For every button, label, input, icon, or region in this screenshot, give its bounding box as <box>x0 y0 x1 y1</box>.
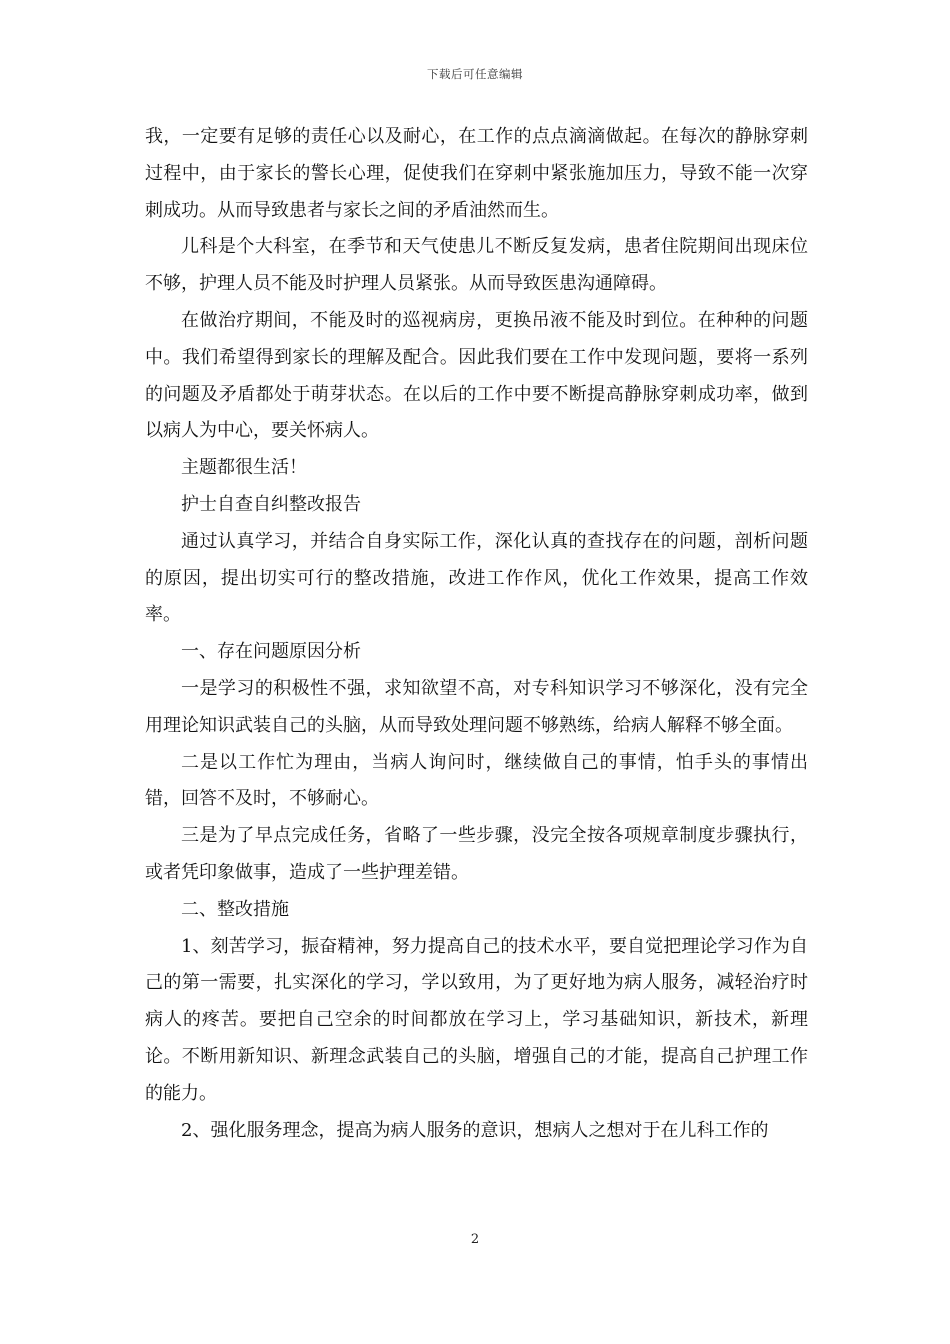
paragraph-problem-3: 三是为了早点完成任务，省略了一些步骤，没完全按各项规章制度步骤执行，或者凭印象做事，造成了一些护理差错。 <box>145 825 808 883</box>
paragraph-problem-1: 一是学习的积极性不强，求知欲望不高，对专科知识学习不够深化，没有完全用理论知识武装自己的头脑，从而导致处理问题不够熟练，给病人解释不够全面。 <box>145 677 808 736</box>
page-header: 下载后可任意编辑 <box>427 67 523 81</box>
paragraph-measure-1: 1、刻苦学习，振奋精神，努力提高自己的技术水平，要自觉把理论学习作为自己的第一需要，扎实深化的学习，学以致用，为了更好地为病人服务，减轻治疗时病人的疼苦。要把自己空余的时间都放在学习上，学习基础知识，新技术，新理论。不断用新知识、新理念武装自己的头脑，增强自己的才能，提高自己护理工作的能力。 <box>145 935 808 1104</box>
paragraph-intro: 通过认真学习，并结合自身实际工作，深化认真的查找存在的问题，剖析问题的原因，提出切实可行的整改措施，改进工作作风，优化工作效果，提高工作效率。 <box>145 530 808 626</box>
paragraph-4: 主题都很生活！ <box>181 457 307 479</box>
page-number: 2 <box>470 1232 480 1247</box>
report-title: 护士自查自纠整改报告 <box>181 493 361 515</box>
paragraph-3: 在做治疗期间，不能及时的巡视病房，更换吊液不能及时到位。在种种的问题中。我们希望得到家长的理解及配合。因此我们要在工作中发现问题，要将一系列的问题及矛盾都处于萌芽状态。在以后的工作中要不断提高静脉穿刺成功率，做到以病人为中心，要关怀病人。 <box>145 309 808 442</box>
paragraph-1: 我，一定要有足够的责任心以及耐心，在工作的点点滴滴做起。在每次的静脉穿刺过程中，由于家长的警长心理，促使我们在穿刺中紧张施加压力，导致不能一次穿刺成功。从而导致患者与家长之间的矛盾油然而生。 <box>145 126 808 221</box>
document-body <box>145 119 808 1149</box>
section-heading-1: 一、存在问题原因分析 <box>181 641 361 663</box>
paragraph-2: 儿科是个大科室，在季节和天气使患儿不断反复发病，患者住院期间出现床位不够，护理人员不能及时护理人员紧张。从而导致医患沟通障碍。 <box>145 236 808 295</box>
section-heading-2: 二、整改措施 <box>181 898 289 920</box>
paragraph-problem-2: 二是以工作忙为理由，当病人询问时，继续做自己的事情，怕手头的事情出错，回答不及时，不够耐心。 <box>145 751 808 810</box>
paragraph-measure-2: 2、强化服务理念，提高为病人服务的意识，想病人之想对于在儿科工作的 <box>181 1119 769 1141</box>
